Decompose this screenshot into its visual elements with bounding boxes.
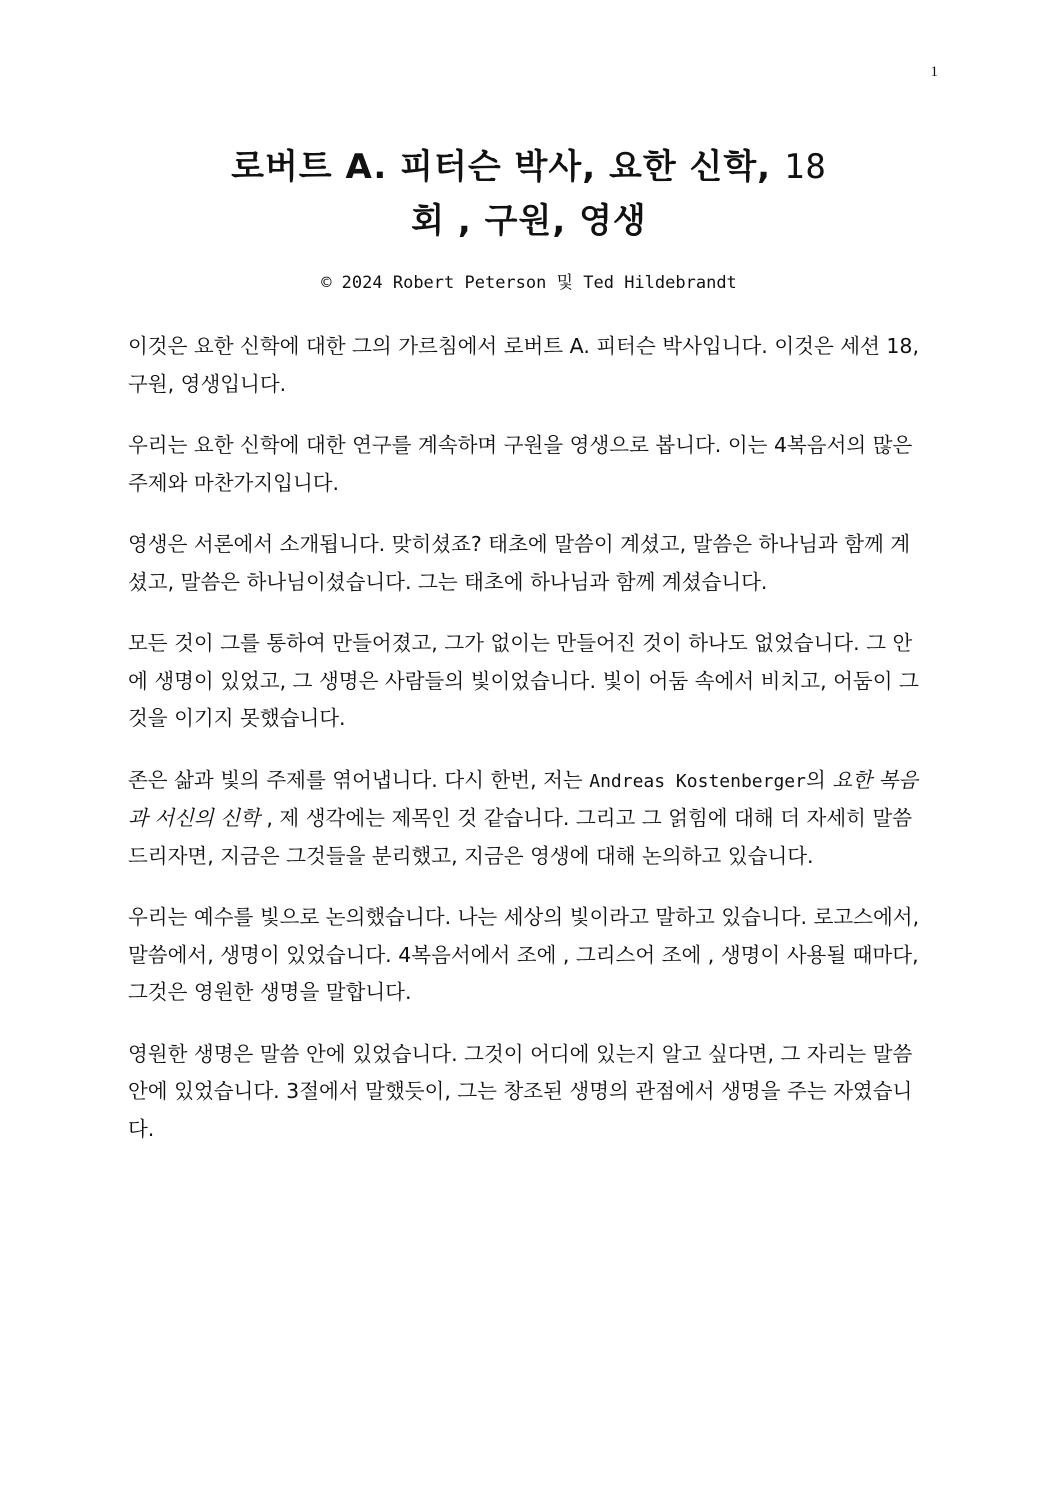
paragraph-4: 모든 것이 그를 통하여 만들어졌고, 그가 없이는 만들어진 것이 하나도 없었습니다. 그 안에 생명이 있었고, 그 생명은 사람들의 빛이었습니다. 빛이 어둠 속에서 비치고, 어둠이 그것을 이기지 못했습니다.: [128, 631, 919, 730]
paragraph-5-intro: 존은 삶과 빛의 주제를 엮어냅니다. 다시 한번, 저는: [128, 767, 590, 792]
author-name: Andreas Kostenberger: [589, 770, 806, 792]
paragraph-1: 이것은 요한 신학에 대한 그의 가르침에서 로버트 A. 피터슨 박사입니다. 이것은 세션 18, 구원, 영생입니다.: [128, 334, 919, 396]
title-subtitle: 회 , 구원, 영생: [411, 201, 647, 241]
copyright-line: © 2024 Robert Peterson 및 Ted Hildebrandt: [321, 273, 737, 293]
paragraph-2: 우리는 요한 신학에 대한 연구를 계속하며 구원을 영생으로 봅니다. 이는 4복음서의 많은 주제와 마찬가지입니다.: [128, 433, 913, 495]
book-title: 요한 복음과 서신의 신학: [128, 767, 919, 830]
paragraph-5-rest: , 제 생각에는 제목인 것 같습니다. 그리고 그 얽힘에 대해 더 자세히 말씀드리자면, 지금은 그것들을 분리했고, 지금은 영생에 대해 논의하고 있습니다.: [128, 806, 913, 868]
document-title: [120, 140, 938, 248]
page-number: 1: [930, 64, 938, 80]
title-session-number: 18: [783, 147, 827, 187]
title-text: 로버트 A. 피터슨 박사, 요한 신학,: [231, 147, 784, 187]
possessive-particle: 의: [805, 767, 833, 792]
paragraph-3: 영생은 서론에서 소개됩니다. 맞히셨죠? 태초에 말씀이 계셨고, 말씀은 하나님과 함께 계셨고, 말씀은 하나님이셨습니다. 그는 태초에 하나님과 함께 계셨습니다.: [128, 532, 911, 594]
transcript-body: [128, 328, 928, 1172]
paragraph-6: 우리는 예수를 빛으로 논의했습니다. 나는 세상의 빛이라고 말하고 있습니다. 로고스에서, 말씀에서, 생명이 있었습니다. 4복음서에서 조에 , 그리스어 조에 , 생명이 사용될 때마다, 그것은 영원한 생명을 말합니다.: [128, 905, 920, 1004]
paragraph-5: [128, 762, 928, 876]
paragraph-7: 영원한 생명은 말씀 안에 있었습니다. 그것이 어디에 있는지 알고 싶다면, 그 자리는 말씀 안에 있었습니다. 3절에서 말했듯이, 그는 창조된 생명의 관점에서 생명을 주는 자였습니다.: [128, 1041, 913, 1141]
